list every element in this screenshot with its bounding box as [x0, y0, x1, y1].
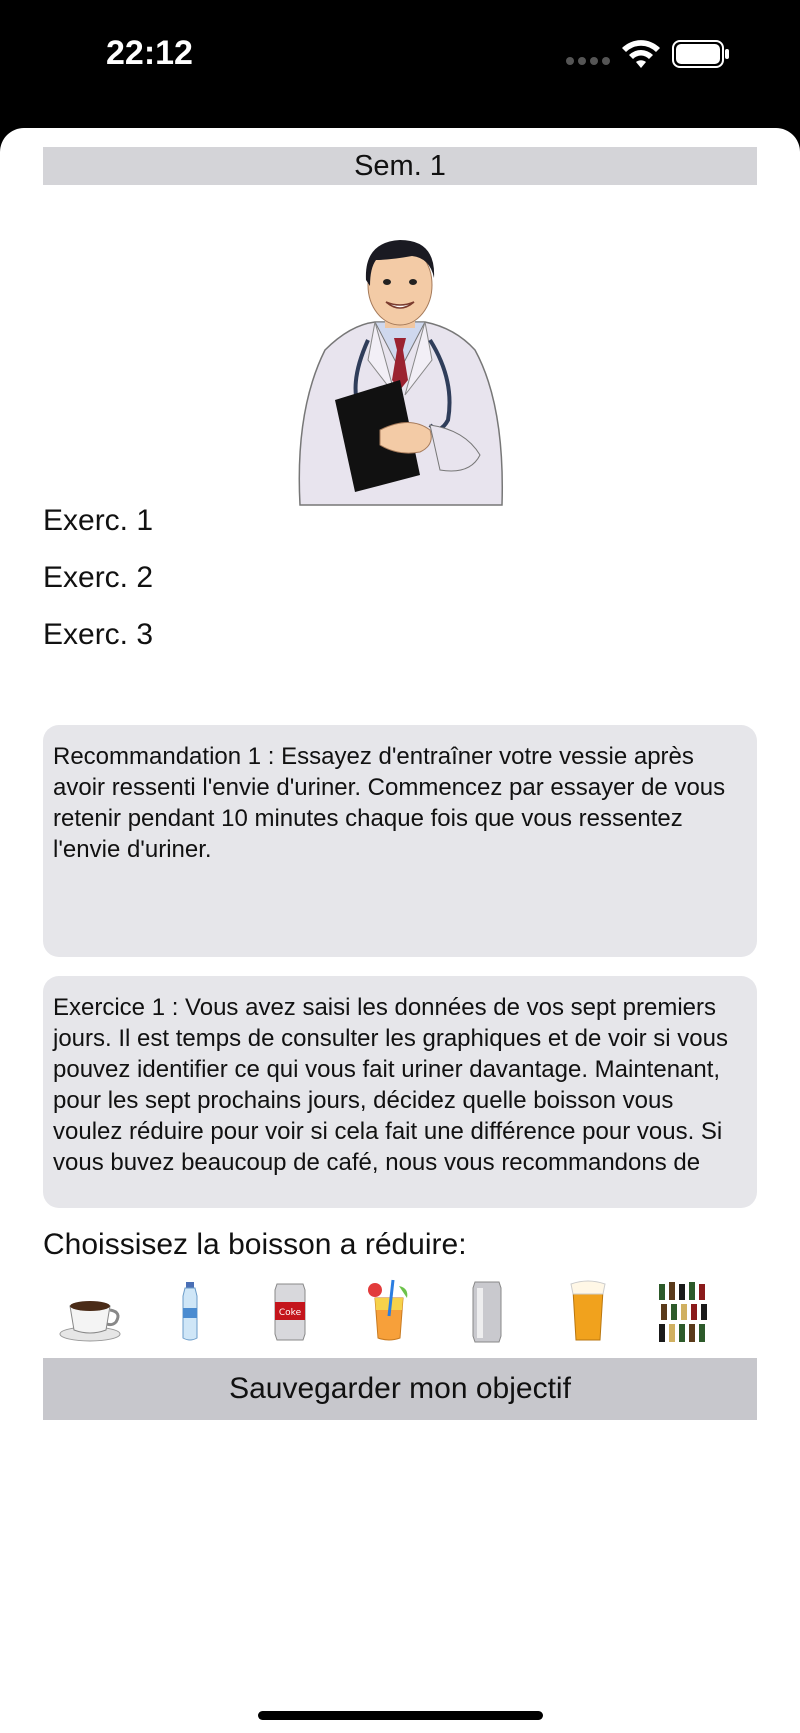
water-bottle-icon[interactable] [155, 1276, 225, 1346]
choose-drink-label: Choissisez la boisson a réduire: [43, 1228, 467, 1261]
recommendation-text-box[interactable]: Recommandation 1 : Essayez d'entraîner votre vessie après avoir ressenti l'envie d'uriner. Commencez par essayer de vous retenir pendant 10 minutes chaque fois que vous ressentez l'envie d'uriner. [43, 725, 757, 957]
soda-can-icon[interactable] [453, 1276, 523, 1346]
exercise-3-link[interactable]: Exerc. 3 [43, 618, 154, 651]
week-title: Sem. 1 [43, 147, 757, 185]
status-time: 22:12 [106, 34, 193, 72]
save-goal-button[interactable]: Sauvegarder mon objectif [43, 1358, 757, 1420]
home-indicator[interactable] [258, 1711, 543, 1720]
exercise-2-link[interactable]: Exerc. 2 [43, 561, 154, 594]
coffee-cup-icon[interactable] [58, 1276, 128, 1346]
exercise-description-box[interactable]: Exercice 1 : Vous avez saisi les données de vos sept premiers jours. Il est temps de consulter les graphiques et de voir si vous pouvez identifier ce qui vous fait uriner davantage. Maintenant, pour les sept prochains jours, décidez quelle boisson vous voulez réduire pour voir si cela fait une différence pour vous. Si vous buvez beaucoup de café, nous vous recommandons de [43, 976, 757, 1208]
diet-coke-can-icon[interactable] [255, 1276, 325, 1346]
beer-glass-icon[interactable] [553, 1276, 623, 1346]
doctor-illustration [280, 230, 520, 510]
drink-selector [43, 1276, 757, 1346]
wifi-icon [620, 38, 662, 72]
main-sheet [0, 128, 800, 1733]
cellular-signal-icon [566, 57, 610, 67]
battery-icon [672, 40, 730, 68]
status-bar [0, 0, 800, 130]
exercise-1-link[interactable]: Exerc. 1 [43, 504, 154, 537]
liquor-bottles-icon[interactable] [651, 1276, 721, 1346]
cocktail-icon[interactable] [355, 1276, 425, 1346]
svg-text:Coke: Coke [278, 1308, 302, 1318]
